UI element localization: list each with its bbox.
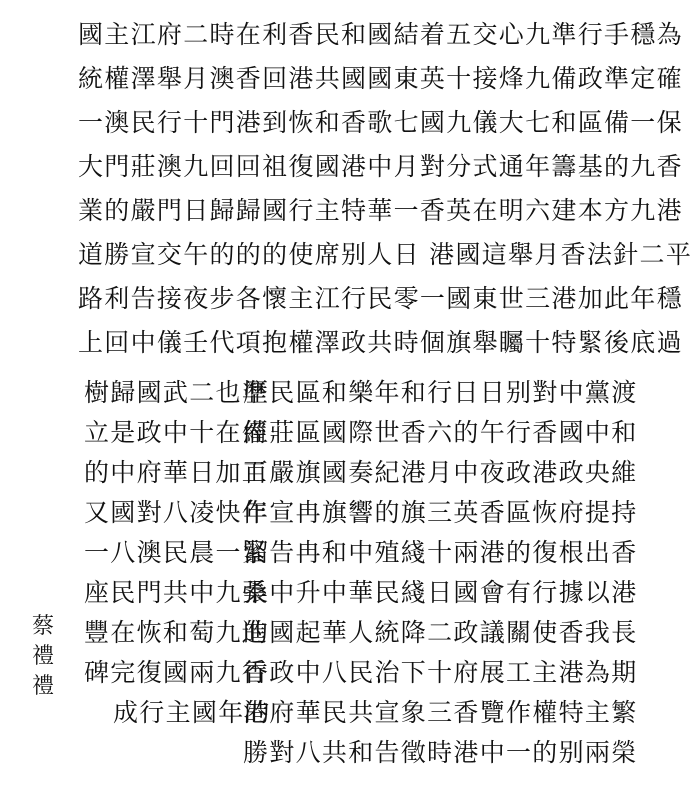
right-column-line: 經莊區國際世香六的午行香國中和: [243, 418, 638, 447]
text-line: 統權澤舉月澳香回港共國國東英十接烽九備政準定確: [78, 64, 683, 93]
signature-char: 禮: [31, 644, 54, 669]
left-column-line: 成行主國年的: [113, 698, 271, 727]
text-line: 道勝宣交午的的的使席别人日 港國這舉月香法針二平: [78, 240, 692, 269]
right-column-line: 桑中升中華民綫日國會有行據以港: [243, 578, 638, 607]
text-line: 一澳民行十門港到恢和香歌七國九儀大七和區備一保: [78, 108, 683, 137]
left-column-line: 又國對八凌快作: [84, 498, 269, 527]
right-column-line: 年宣冉旗響的旗三英香區恢府提持: [243, 498, 638, 527]
right-column-line: 香政中八民治下十府展工主港為期: [243, 658, 638, 687]
right-column-line: 溜告冉和中殖綫十兩港的復根出香: [243, 538, 638, 567]
signature: [26, 612, 60, 702]
left-column-line: 立是政中十在備: [84, 418, 269, 447]
text-line: 業的嚴門日歸歸國行主特華一香英在明六建本方九港: [78, 196, 683, 225]
right-column-line: 歷民區和樂年和行日日别對中黨渡: [243, 378, 638, 407]
text-line: 上回中儀壬代項抱權澤政共時個旗舉矚十特緊後底過: [78, 328, 683, 357]
signature-char: 蔡: [31, 614, 54, 639]
left-column-line: 樹歸國武二也準: [84, 378, 269, 407]
signature-char: 禮: [31, 674, 54, 699]
right-column-line: 百嚴旗國奏紀港月中夜政港政央維: [243, 458, 638, 487]
left-column-line: 豐在恢和萄九進: [84, 618, 269, 647]
text-line: 路利告接夜步各懷主江行民零一國東世三港加此年穩: [78, 284, 683, 313]
left-column-line: 的中府華日加工: [84, 458, 269, 487]
left-column-line: 座民門共中九張: [84, 578, 269, 607]
right-column-line: 的國起華人統降二政議關使香我長: [243, 618, 638, 647]
right-column-line: 勝對八共和告徵時港中一的别兩榮: [243, 738, 638, 767]
text-line: 大門莊澳九回回祖復國港中月對分式通年籌基的九香: [78, 152, 683, 181]
text-line: 國主江府二時在利香民和國結着五交心九準行手穩為: [78, 20, 683, 49]
left-column-line: 碑完復國兩九行: [84, 658, 269, 687]
right-column-line: 港府華民共宣象三香覽作權特主繁: [243, 698, 638, 727]
left-column-line: 一八澳民晨一緊: [84, 538, 269, 567]
